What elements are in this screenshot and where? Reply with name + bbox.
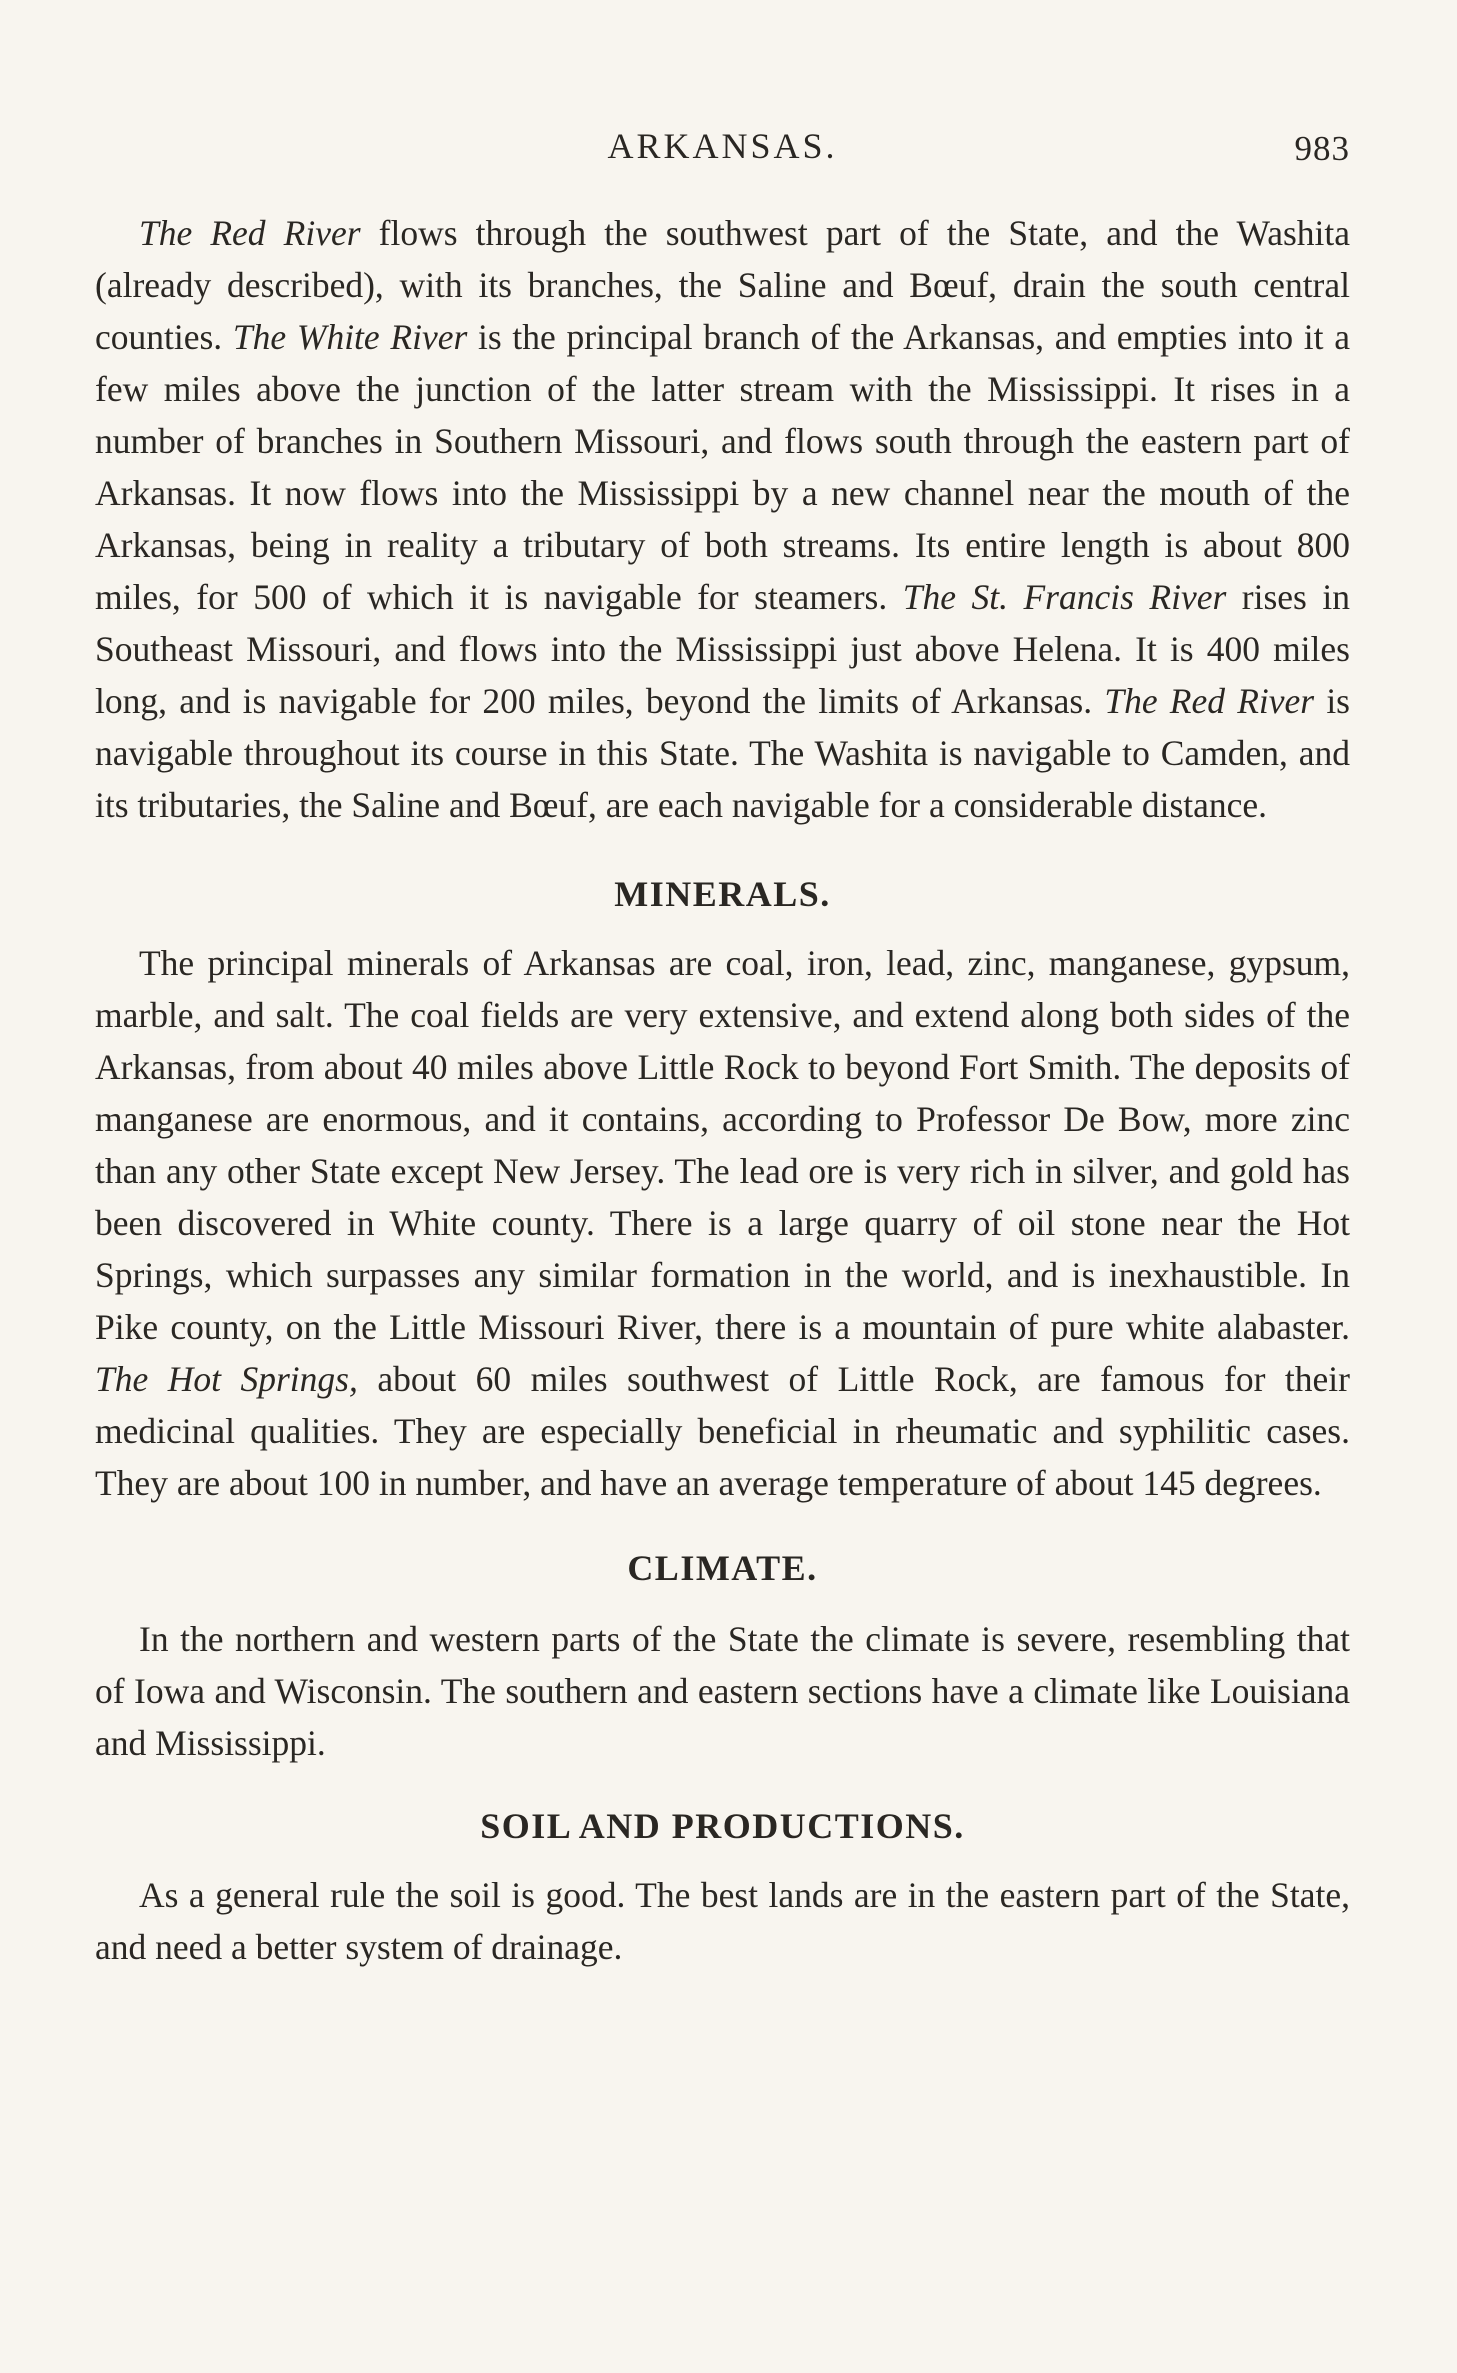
river-name-red: The Red River: [139, 213, 361, 253]
river-name-st-francis: The St. Francis River: [902, 577, 1227, 617]
river-name-white: The White River: [232, 317, 468, 357]
section-heading-minerals: MINERALS.: [614, 874, 831, 914]
section-heading-climate: CLIMATE.: [627, 1548, 818, 1588]
page-header: [95, 125, 1350, 175]
page-body: [95, 207, 1350, 1973]
text-run: flows through the southwest part of the State, and the Washita (already described), with its branches, the Saline and Bœuf, drain the south central counties.: [95, 213, 1350, 357]
minerals-paragraph: [95, 937, 1350, 1509]
text-run: rises in Southeast Missouri, and flows into the Mississippi just above Helena. It is 400 miles long, and is navigable for 200 miles, beyond the limits of Arkansas.: [95, 577, 1350, 721]
text-run: about 60 miles southwest of Little Rock, are famous for their medicinal qualities. They are especially beneficial in rheumatic and syphilitic cases. They are about 100 in number, and have an average temperature of about 145 degrees.: [95, 1359, 1350, 1503]
rivers-paragraph: [95, 207, 1350, 831]
section-heading-soil: SOIL AND PRODUCTIONS.: [480, 1806, 965, 1846]
soil-paragraph: As a general rule the soil is good. The best lands are in the eastern part of the State, and need a better system of drainage.: [95, 1875, 1350, 1967]
text-run: is navigable throughout its course in this State. The Washita is navigable to Camden, and its tributaries, the Saline and Bœuf, are each navigable for a considerable distance.: [95, 681, 1350, 825]
climate-paragraph: In the northern and western parts of the State the climate is severe, resembling that of Iowa and Wisconsin. The southern and eastern sections have a climate like Louisiana and Mississippi.: [95, 1619, 1350, 1763]
river-name-red-2: The Red River: [1104, 681, 1315, 721]
hot-springs-name: The Hot Springs,: [95, 1359, 358, 1399]
text-run: is the principal branch of the Arkansas, and empties into it a few miles above the junction of the latter stream with the Mississippi. It rises in a number of branches in Southern Missouri, and flows south through the eastern part of Arkansas. It now flows into the Mississippi by a new channel near the mouth of the Arkansas, being in reality a tributary of both streams. Its entire length is about 800 miles, for 500 of which it is navigable for steamers.: [95, 317, 1351, 617]
running-head: ARKANSAS.: [607, 126, 838, 166]
page-number: 983: [1294, 129, 1350, 168]
text-run: The principal minerals of Arkansas are coal, iron, lead, zinc, manganese, gypsum, marble, and salt. The coal fields are very extensive, and extend along both sides of the Arkansas, from about 40 miles above Little Rock to beyond Fort Smith. The deposits of manganese are enormous, and it contains, according to Professor De Bow, more zinc than any other State except New Jersey. The lead ore is very rich in silver, and gold has been discovered in White county. There is a large quarry of oil stone near the Hot Springs, which surpasses any similar formation in the world, and is inexhaustible. In Pike county, on the Little Missouri River, there is a mountain of pure white alabaster.: [95, 943, 1350, 1347]
